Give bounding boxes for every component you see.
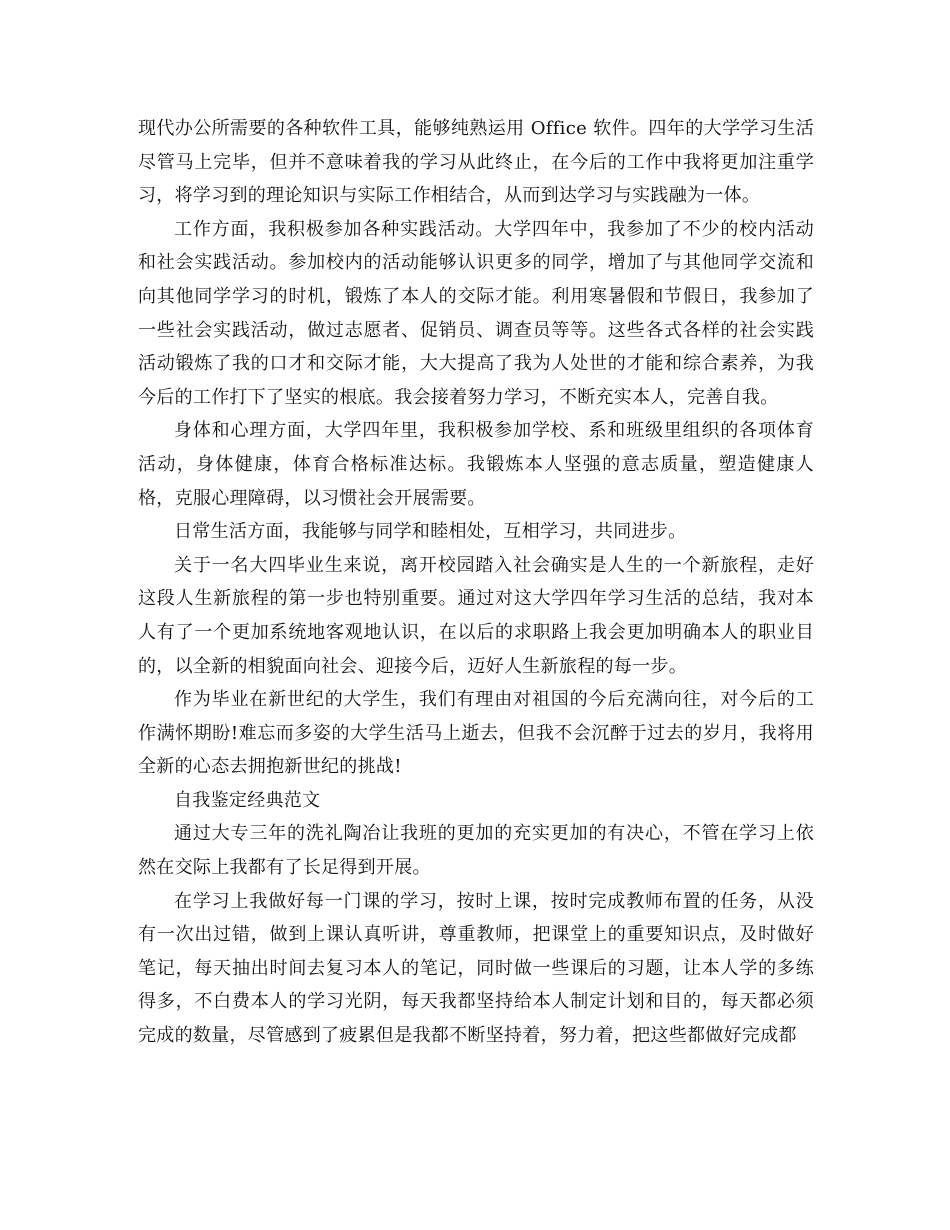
paragraph-new-century: 作为毕业在新世纪的大学生，我们有理由对祖国的今后充满向往，对今后的工作满怀期盼!难忘而多姿的大学生活马上逝去，但我不会沉醉于过去的岁月，我将用全新的心态去拥抱新世纪的挑战! xyxy=(138,689,814,778)
paragraph-study-habits: 在学习上我做好每一门课的学习，按时上课，按时完成教师布置的任务，从没有一次出过错，做到上课认真听讲，尊重教师，把课堂上的重要知识点，及时做好笔记，每天抽出时间去复习本人的笔记，同时做一些课后的习题，让本人学的多练得多，不白费本人的学习光阴，每天我都坚持给本人制定计划和目的，每天都必须完成的数量，尽管感到了疲累但是我都不断坚持着，努力着，把这些都做好完成都 xyxy=(138,890,814,1047)
paragraph-body-mind: 身体和心理方面，大学四年里，我积极参加学校、系和班级里组织的各项体育活动，身体健康，体育合格标准达标。我锻炼本人坚强的意志质量，塑造健康人格，克服心理障碍，以习惯社会开展需要。 xyxy=(138,420,814,509)
paragraph-new-journey: 关于一名大四毕业生来说，离开校园踏入社会确实是人生的一个新旅程，走好这段人生新旅程的第一步也特别重要。通过对这大学四年学习生活的总结，我对本人有了一个更加系统地客观地认识，在以后的求职路上我会更加明确本人的职业目的，以全新的相貌面向社会、迎接今后，迈好人生新旅程的每一步。 xyxy=(138,554,814,677)
paragraph-office-skills: 现代办公所需要的各种软件工具，能够纯熟运用 Office 软件。四年的大学学习生活尽管马上完毕，但并不意味着我的学习从此终止，在今后的工作中我将更加注重学习，将学习到的理论知识与实际工作相结合，从而到达学习与实践融为一体。 xyxy=(138,118,814,207)
document-body xyxy=(138,112,814,1053)
section-heading: 自我鉴定经典范文 xyxy=(174,789,321,811)
paragraph-college-growth: 通过大专三年的洗礼陶冶让我班的更加的充实更加的有决心，不管在学习上依然在交际上我都有了长足得到开展。 xyxy=(138,823,814,879)
paragraph-work-practice: 工作方面，我积极参加各种实践活动。大学四年中，我参加了不少的校内活动和社会实践活动。参加校内的活动能够认识更多的同学，增加了与其他同学交流和向其他同学学习的时机，锻炼了本人的交际才能。利用寒暑假和节假日，我参加了一些社会实践活动，做过志愿者、促销员、调查员等等。这些各式各样的社会实践活动锻炼了我的口才和交际才能，大大提高了我为人处世的才能和综合素养，为我今后的工作打下了坚实的根底。我会接着努力学习，不断充实本人，完善自我。 xyxy=(138,218,814,408)
paragraph-daily-life: 日常生活方面，我能够与同学和睦相处，互相学习，共同进步。 xyxy=(174,521,687,543)
